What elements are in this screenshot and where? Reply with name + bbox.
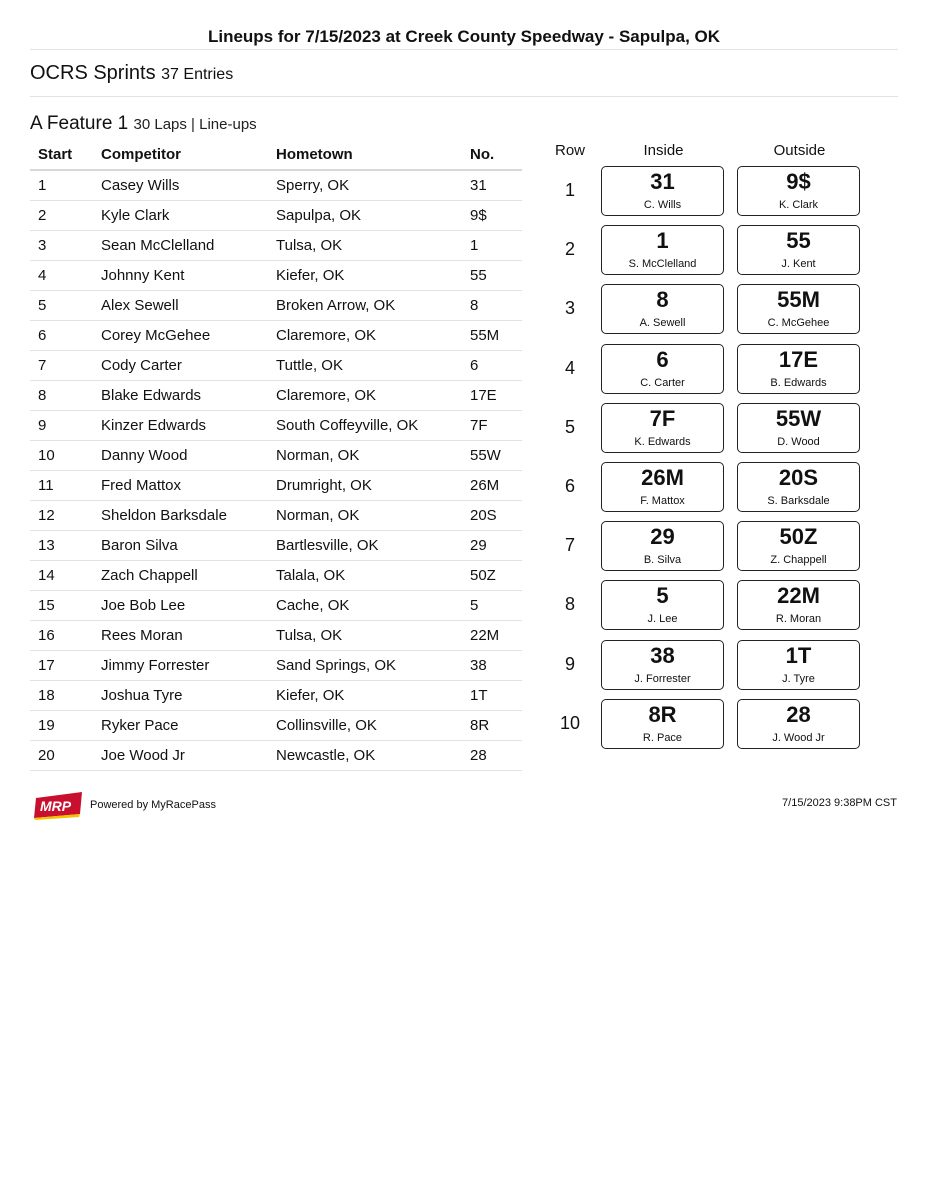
page-title: Lineups for 7/15/2023 at Creek County Speedway - Sapulpa, OK: [207, 27, 721, 46]
car-number: 1: [656, 228, 669, 254]
cell-start: 1: [30, 170, 93, 201]
car-box-inside: [601, 166, 724, 216]
cell-start: 15: [30, 591, 93, 621]
grid-row-number: 9: [564, 653, 575, 674]
driver-name: B. Silva: [643, 554, 682, 567]
car-box-outside: [737, 166, 860, 216]
table-row: [30, 261, 522, 291]
table-row: [30, 681, 522, 711]
car-number: 55W: [775, 405, 822, 431]
grid-row-number: 8: [564, 594, 575, 615]
grid-row-number: 3: [564, 298, 575, 319]
feature-name: A Feature 1: [30, 113, 129, 134]
cell-hometown: Bartlesville, OK: [268, 531, 462, 561]
table-row: [30, 381, 522, 411]
cell-start: 13: [30, 531, 93, 561]
cell-start: 2: [30, 201, 93, 231]
cell-hometown: Claremore, OK: [268, 321, 462, 351]
grid-row-number: 10: [559, 712, 581, 733]
car-box-inside: [601, 225, 724, 275]
cell-start: 6: [30, 321, 93, 351]
cell-hometown: Collinsville, OK: [268, 711, 462, 741]
car-number: 31: [650, 169, 675, 194]
car-box-inside: [601, 699, 724, 749]
driver-name: J. Forrester: [634, 672, 691, 685]
table-row: [30, 651, 522, 681]
class-name: OCRS Sprints: [30, 62, 156, 84]
table-row: [30, 531, 522, 561]
class-heading: [30, 62, 233, 85]
cell-number: 7F: [462, 411, 522, 441]
table-row: [30, 170, 522, 201]
cell-number: 26M: [462, 471, 522, 501]
car-number: 55: [786, 228, 811, 254]
car-box-outside: [737, 699, 860, 749]
cell-hometown: Claremore, OK: [268, 381, 462, 411]
cell-number: 55W: [462, 441, 522, 471]
col-competitor: Competitor: [93, 139, 268, 170]
driver-name: J. Lee: [647, 613, 678, 626]
driver-name: K. Edwards: [634, 435, 691, 448]
car-box-inside: [601, 521, 724, 571]
cell-hometown: Tuttle, OK: [268, 351, 462, 381]
car-box-outside: [737, 403, 860, 453]
driver-name: J. Kent: [781, 258, 816, 271]
cell-number: 50Z: [462, 561, 522, 591]
feature-heading: [30, 113, 257, 135]
table-row: [30, 411, 522, 441]
car-number: 9$: [786, 169, 811, 194]
cell-competitor: Joe Wood Jr: [93, 741, 268, 771]
table-row: [30, 201, 522, 231]
cell-number: 22M: [462, 621, 522, 651]
cell-start: 14: [30, 561, 93, 591]
cell-start: 9: [30, 411, 93, 441]
driver-name: C. Wills: [643, 199, 682, 211]
car-number: 50Z: [779, 524, 818, 550]
cell-competitor: Danny Wood: [93, 441, 268, 471]
car-number: 5: [656, 583, 669, 609]
table-row: [30, 471, 522, 501]
table-row: [30, 711, 522, 741]
table-row: [30, 321, 522, 351]
car-box-outside: [737, 225, 860, 275]
cell-start: 4: [30, 261, 93, 291]
grid-row-number: 7: [564, 535, 575, 556]
car-number: 22M: [777, 583, 820, 609]
driver-name: A. Sewell: [639, 317, 686, 330]
cell-competitor: Casey Wills: [93, 170, 268, 201]
feature-details: 30 Laps | Line-ups: [133, 116, 257, 133]
footer: [32, 790, 216, 820]
car-number: 1T: [785, 642, 812, 668]
cell-start: 20: [30, 741, 93, 771]
car-number: 29: [650, 524, 675, 550]
lineup-table: [30, 139, 522, 771]
table-row: [30, 741, 522, 771]
cell-number: 9$: [462, 201, 522, 231]
car-box-inside: [601, 462, 724, 512]
grid-row-header: Row: [554, 142, 585, 159]
driver-name: F. Mattox: [640, 495, 685, 507]
cell-competitor: Joe Bob Lee: [93, 591, 268, 621]
cell-hometown: Sand Springs, OK: [268, 651, 462, 681]
cell-start: 18: [30, 681, 93, 711]
car-number: 7F: [649, 405, 676, 431]
car-number: 17E: [778, 346, 819, 372]
cell-start: 19: [30, 711, 93, 741]
grid-row-number: 6: [564, 476, 575, 496]
car-box-inside: [601, 284, 724, 334]
car-box-outside: [737, 284, 860, 334]
driver-name: R. Pace: [642, 731, 683, 744]
driver-name: Z. Chappell: [770, 554, 827, 567]
cell-hometown: South Coffeyville, OK: [268, 411, 462, 441]
car-box-outside: [737, 462, 860, 512]
car-box-outside: [737, 640, 860, 690]
driver-name: J. Wood Jr: [772, 731, 825, 744]
cell-hometown: Drumright, OK: [268, 471, 462, 501]
car-number: 28: [786, 701, 811, 727]
cell-number: 55M: [462, 321, 522, 351]
cell-competitor: Sean McClelland: [93, 231, 268, 261]
cell-number: 55: [462, 261, 522, 291]
cell-competitor: Zach Chappell: [93, 561, 268, 591]
grid-outside-header: Outside: [773, 142, 826, 159]
grid-inside-header: Inside: [643, 142, 684, 159]
cell-start: 16: [30, 621, 93, 651]
cell-competitor: Cody Carter: [93, 351, 268, 381]
grid-row-number: 4: [564, 357, 575, 378]
car-box-inside: [601, 344, 724, 394]
cell-number: 29: [462, 531, 522, 561]
cell-competitor: Alex Sewell: [93, 291, 268, 321]
cell-hometown: Norman, OK: [268, 501, 462, 531]
col-start: Start: [30, 139, 93, 170]
table-row: [30, 231, 522, 261]
cell-number: 1T: [462, 681, 522, 711]
cell-start: 10: [30, 441, 93, 471]
driver-name: B. Edwards: [770, 376, 827, 389]
col-hometown: Hometown: [268, 139, 462, 170]
cell-start: 5: [30, 291, 93, 321]
cell-competitor: Joshua Tyre: [93, 681, 268, 711]
car-number: 8R: [648, 701, 677, 727]
cell-start: 8: [30, 381, 93, 411]
cell-hometown: Tulsa, OK: [268, 621, 462, 651]
driver-name: J. Tyre: [782, 672, 815, 685]
cell-competitor: Corey McGehee: [93, 321, 268, 351]
car-box-outside: [737, 580, 860, 630]
table-row: [30, 441, 522, 471]
driver-name: K. Clark: [778, 199, 819, 211]
cell-hometown: Sperry, OK: [268, 170, 462, 201]
cell-competitor: Blake Edwards: [93, 381, 268, 411]
cell-hometown: Newcastle, OK: [268, 741, 462, 771]
cell-competitor: Baron Silva: [93, 531, 268, 561]
cell-competitor: Sheldon Barksdale: [93, 501, 268, 531]
cell-hometown: Tulsa, OK: [268, 231, 462, 261]
car-box-outside: [737, 344, 860, 394]
cell-start: 11: [30, 471, 93, 501]
cell-start: 17: [30, 651, 93, 681]
divider: [30, 49, 898, 50]
driver-name: D. Wood: [777, 435, 820, 448]
table-row: [30, 621, 522, 651]
cell-hometown: Sapulpa, OK: [268, 201, 462, 231]
cell-competitor: Fred Mattox: [93, 471, 268, 501]
cell-competitor: Jimmy Forrester: [93, 651, 268, 681]
cell-competitor: Johnny Kent: [93, 261, 268, 291]
car-number: 20S: [778, 465, 819, 490]
col-number: No.: [462, 139, 522, 170]
table-row: [30, 351, 522, 381]
table-row: [30, 291, 522, 321]
timestamp: 7/15/2023 9:38PM CST: [782, 797, 897, 809]
cell-hometown: Kiefer, OK: [268, 261, 462, 291]
car-box-inside: [601, 640, 724, 690]
cell-number: 20S: [462, 501, 522, 531]
grid-row-number: 1: [564, 180, 575, 200]
cell-number: 1: [462, 231, 522, 261]
cell-hometown: Kiefer, OK: [268, 681, 462, 711]
cell-hometown: Talala, OK: [268, 561, 462, 591]
driver-name: C. Carter: [640, 376, 685, 389]
car-number: 38: [650, 642, 675, 668]
car-number: 26M: [641, 465, 684, 490]
cell-start: 7: [30, 351, 93, 381]
car-box-inside: [601, 403, 724, 453]
cell-hometown: Cache, OK: [268, 591, 462, 621]
cell-competitor: Kinzer Edwards: [93, 411, 268, 441]
table-row: [30, 591, 522, 621]
cell-start: 12: [30, 501, 93, 531]
cell-number: 38: [462, 651, 522, 681]
cell-number: 8: [462, 291, 522, 321]
driver-name: C. McGehee: [767, 317, 830, 330]
car-number: 6: [656, 346, 669, 372]
car-number: 55M: [777, 287, 820, 313]
cell-number: 5: [462, 591, 522, 621]
divider: [30, 96, 898, 97]
cell-competitor: Ryker Pace: [93, 711, 268, 741]
car-box-inside: [601, 580, 724, 630]
cell-number: 31: [462, 170, 522, 201]
myracepass-logo: [32, 790, 84, 820]
svg-text:MRP: MRP: [40, 798, 72, 814]
cell-competitor: Rees Moran: [93, 621, 268, 651]
driver-name: R. Moran: [775, 613, 822, 626]
car-number: 8: [656, 287, 669, 313]
powered-by-text: Powered by MyRacePass: [90, 799, 216, 811]
car-box-outside: [737, 521, 860, 571]
driver-name: S. Barksdale: [767, 495, 830, 507]
grid-row-number: 5: [564, 416, 575, 437]
cell-start: 3: [30, 231, 93, 261]
table-row: [30, 501, 522, 531]
cell-number: 8R: [462, 711, 522, 741]
cell-number: 28: [462, 741, 522, 771]
table-header-row: [30, 139, 522, 170]
entries-count: 37 Entries: [161, 66, 234, 83]
cell-competitor: Kyle Clark: [93, 201, 268, 231]
cell-number: 17E: [462, 381, 522, 411]
driver-name: S. McClelland: [628, 258, 697, 271]
grid-row-number: 2: [564, 239, 575, 260]
cell-hometown: Broken Arrow, OK: [268, 291, 462, 321]
table-row: [30, 561, 522, 591]
cell-number: 6: [462, 351, 522, 381]
cell-hometown: Norman, OK: [268, 441, 462, 471]
